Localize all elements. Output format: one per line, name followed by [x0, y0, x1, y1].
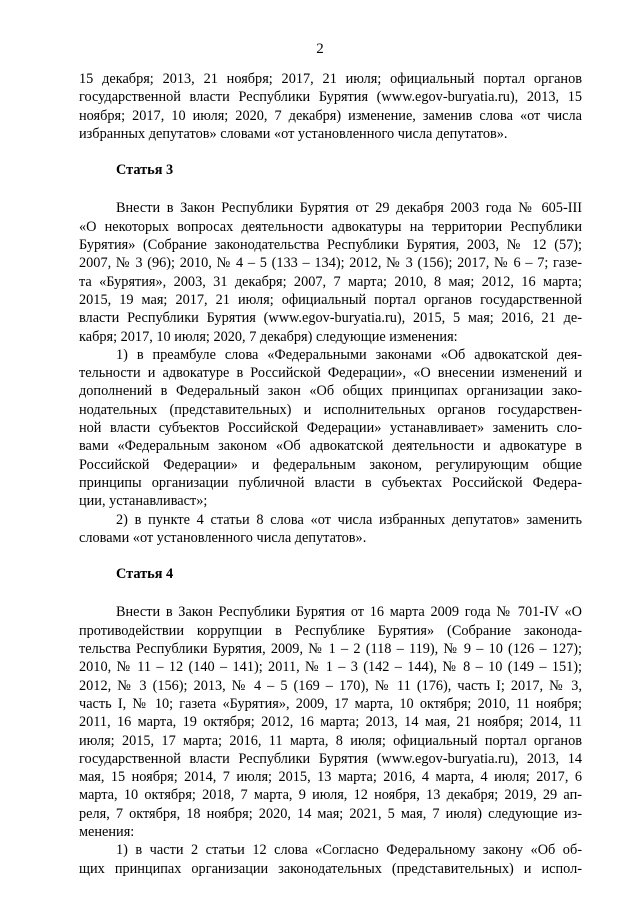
text-line: 2010, № 11 – 12 (140 – 141); 2011, № 1 – 3 (142 – 144), № 8 – 10 (149 – 151); — [79, 659, 582, 676]
text-line: государственной власти Республики Бурятия (www.egov-buryatia.ru), 2013, 14 — [79, 750, 582, 767]
text-line: «О некоторых вопросах деятельности адвокатуры на территории Республики — [79, 218, 582, 235]
text-line: Бурятия» (Собрание законодательства Республики Бурятия, 2003, № 12 (57); — [79, 237, 582, 254]
article-3-item-2 — [79, 511, 582, 548]
text-line: щих принципах организации законодательных (представительных) и испол- — [79, 860, 582, 877]
text-line: дополнений в Федеральный закон «Об общих принципах организации зако- — [79, 383, 582, 400]
article-4-intro-paragraph — [79, 603, 582, 841]
text-line: мая, 15 ноября; 2014, 7 июля; 2015, 13 марта; 2016, 4 марта, 4 июля; 2017, 6 — [79, 769, 582, 786]
text-line: Российской Федерации» и федеральным законом, регулирующим общие — [79, 456, 582, 473]
text-line: 2007, № 3 (96); 2010, № 4 – 5 (133 – 134); 2012, № 3 (156); 2017, № 6 – 7; газе- — [79, 255, 582, 272]
text-line: 15 декабря; 2013, 21 ноября; 2017, 21 июля; официальный портал органов — [79, 71, 582, 87]
text-line: 2015, 19 мая; 2017, 21 июля; официальный портал органов государственной — [79, 291, 582, 308]
text-line: 2012, № 3 (156); 2013, № 4 – 5 (169 – 170), № 11 (176), часть I; 2017, № 3, — [79, 677, 582, 694]
text-line: марта, 10 октября; 2018, 7 марта, 9 июля, 12 ноября, 13 декабря; 2019, 29 ап- — [79, 787, 582, 804]
article-3 — [79, 161, 582, 547]
text-line: ции, устанавливаст»; — [79, 493, 208, 510]
text-line: Внести в Закон Республики Бурятия от 16 марта 2009 года № 701-IV «О — [116, 604, 582, 621]
text-line: та «Бурятия», 2003, 31 декабря; 2007, 7 марта; 2010, 8 мая; 2012, 16 марта; — [79, 273, 582, 290]
intro-paragraph — [79, 70, 582, 143]
article-4 — [79, 565, 582, 878]
text-line: 1) в преамбуле слова «Федеральными законами «Об адвокатской дея- — [116, 346, 582, 363]
text-line: словами «от установленного числа депутатов». — [79, 529, 367, 546]
page-number: 2 — [316, 41, 324, 57]
article-4-item-1 — [79, 841, 582, 878]
text-line: 2011, 16 марта, 19 октября; 2012, 16 марта; 2013, 14 мая, 21 ноября; 2014, 11 — [79, 714, 582, 731]
text-line: власти Республики Бурятия (www.egov-buryatia.ru), 2015, 5 мая; 2016, 21 де- — [79, 310, 582, 327]
text-line: ной власти субъектов Российской Федерации» устанавливает» заменить сло- — [79, 420, 582, 437]
text-line: противодействии коррупции в Республике Бурятия» (Собрание законода- — [79, 622, 582, 639]
text-line: часть I, № 10; газета «Бурятия», 2009, 17 марта, 10 октября; 2010, 11 ноября; — [79, 695, 582, 712]
text-line: реля, 7 октября, 18 ноября; 2020, 14 мая; 2021, 5 мая, 7 июля) следующие из- — [79, 805, 582, 822]
text-line: Внести в Закон Республики Бурятия от 29 декабря 2003 года № 605-III — [116, 200, 582, 217]
article-3-intro-paragraph — [79, 199, 582, 345]
text-line: июля; 2015, 17 марта; 2016, 11 марта, 8 июля; официальный портал органов — [79, 732, 582, 749]
text-line: ноября; 2017, 10 июля; 2020, 7 декабря) изменение, заменив слова «от числа — [79, 107, 582, 124]
article-3-heading: Статья 3 — [116, 162, 174, 179]
text-line: кабря; 2017, 10 июля; 2020, 7 декабря) следующие изменения: — [79, 328, 458, 345]
article-4-heading: Статья 4 — [116, 566, 174, 583]
document-body — [79, 70, 582, 878]
article-3-item-1 — [79, 346, 582, 511]
text-line: 2) в пункте 4 статьи 8 слова «от числа избранных депутатов» заменить — [116, 511, 582, 528]
text-line: вами «Федеральным законом «Об адвокатской деятельности и адвокатуре в — [79, 438, 582, 455]
text-line: нодательных (представительных) и исполнительных органов государствен- — [79, 401, 582, 418]
text-line: 1) в части 2 статьи 12 слова «Согласно Федеральному закону «Об об- — [116, 842, 582, 859]
text-line: принципы организации публичной власти в субъектах Российской Федера- — [79, 474, 582, 491]
text-line: тельности и адвокатуре в Российской Федерации», «О внесении изменений и — [79, 365, 582, 382]
text-line: избранных депутатов» словами «от установленного числа депутатов». — [79, 125, 508, 142]
text-line: тельства Республики Бурятия, 2009, № 1 – 2 (118 – 119), № 9 – 10 (126 – 127); — [79, 641, 582, 658]
text-line: менения: — [79, 823, 135, 840]
text-line: государственной власти Республики Бурятия (www.egov-buryatia.ru), 2013, 15 — [79, 89, 582, 106]
